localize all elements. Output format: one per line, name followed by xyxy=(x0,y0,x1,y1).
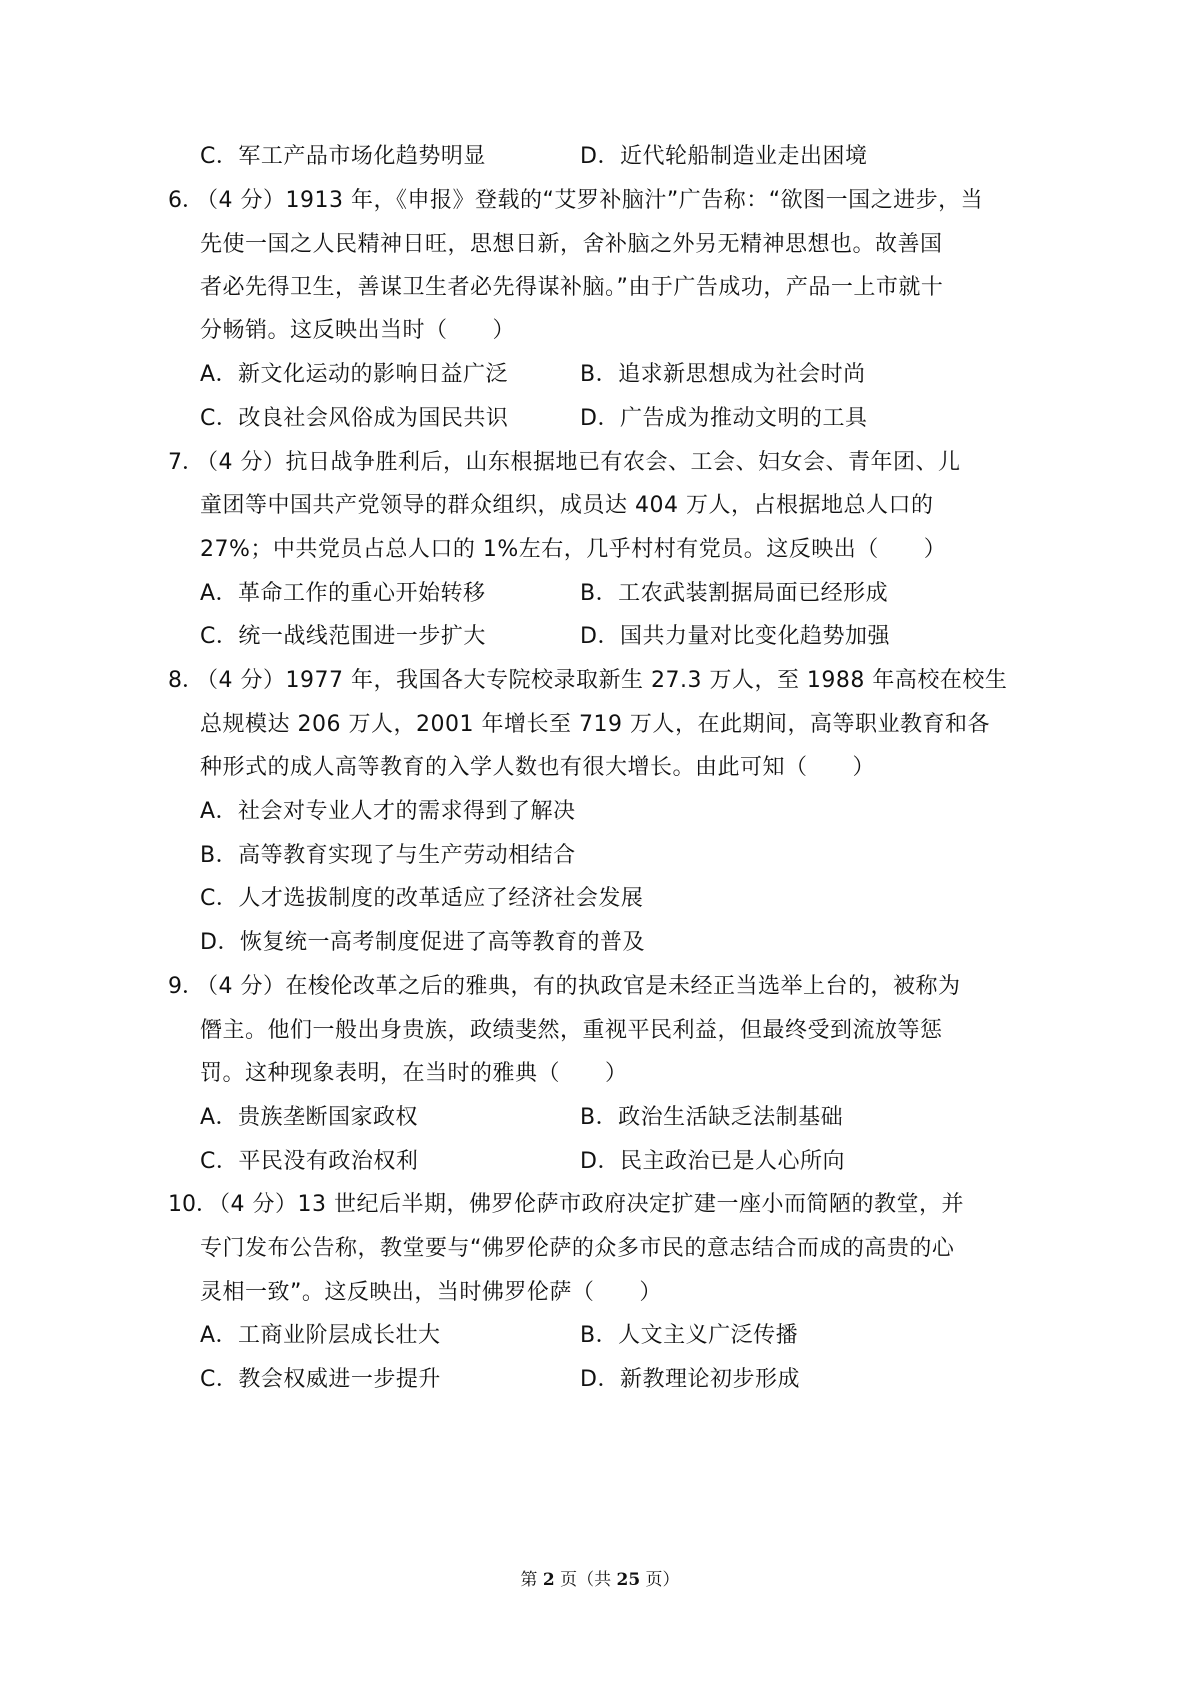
q8-stem-line-2: 总规模达 206 万人，2001 年增长至 719 万人，在此期间，高等职业教育和各 xyxy=(200,712,990,737)
q7-option-c: C．统一战线范围进一步扩大 xyxy=(200,624,486,649)
q8-option-d: D．恢复统一高考制度促进了高等教育的普及 xyxy=(200,930,645,955)
footer-page-number: 2 xyxy=(542,1570,555,1590)
q6-option-c: C．改良社会风俗成为国民共识 xyxy=(200,406,509,431)
q8-option-c: C．人才选拔制度的改革适应了经济社会发展 xyxy=(200,886,644,911)
q8-number: 8． xyxy=(168,668,204,693)
q8-option-a: A．社会对专业人才的需求得到了解决 xyxy=(200,799,576,824)
footer-prefix: 第 xyxy=(520,1570,543,1590)
q7-stem-line-1: （4 分）抗日战争胜利后，山东根据地已有农会、工会、妇女会、青年团、儿 xyxy=(196,450,961,475)
q6-stem-line-4: 分畅销。这反映出当时（ ） xyxy=(200,318,516,343)
q6-stem-line-1: （4 分）1913 年，《申报》登载的“艾罗补脑汁”广告称：“欲图一国之进步，当 xyxy=(196,188,984,213)
q9-option-c: C．平民没有政治权利 xyxy=(200,1149,419,1174)
q6-number: 6． xyxy=(168,188,204,213)
q6-stem-line-2: 先使一国之人民精神日旺，思想日新，舍补脑之外另无精神思想也。故善国 xyxy=(200,232,943,257)
q9-stem-line-2: 僭主。他们一般出身贵族，政绩斐然，重视平民利益，但最终受到流放等惩 xyxy=(200,1018,943,1043)
q5-option-d: D．近代轮船制造业走出困境 xyxy=(580,144,868,169)
q5-option-c: C．军工产品市场化趋势明显 xyxy=(200,144,486,169)
q8-stem-line-3: 种形式的成人高等教育的入学人数也有很大增长。由此可知（ ） xyxy=(200,755,876,780)
q9-option-b: B．政治生活缺乏法制基础 xyxy=(580,1105,844,1130)
q8-option-b: B．高等教育实现了与生产劳动相结合 xyxy=(200,843,576,868)
q7-stem-line-2: 童团等中国共产党领导的群众组织，成员达 404 万人，占根据地总人口的 xyxy=(200,493,934,518)
footer-suffix: 页） xyxy=(640,1570,680,1590)
q10-stem-line-2: 专门发布公告称，教堂要与“佛罗伦萨的众多市民的意志结合而成的高贵的心 xyxy=(200,1236,955,1261)
q7-stem-line-3: 27%；中共党员占总人口的 1%左右，几乎村村有党员。这反映出（ ） xyxy=(200,537,947,562)
q9-option-a: A．贵族垄断国家政权 xyxy=(200,1105,419,1130)
page-footer xyxy=(0,1568,1200,1592)
q10-stem-line-1: （4 分）13 世纪后半期，佛罗伦萨市政府决定扩建一座小而简陋的教堂，并 xyxy=(208,1192,964,1217)
q7-option-d: D．国共力量对比变化趋势加强 xyxy=(580,624,890,649)
q10-option-a: A．工商业阶层成长壮大 xyxy=(200,1323,441,1348)
q6-option-b: B．追求新思想成为社会时尚 xyxy=(580,362,866,387)
q6-option-d: D．广告成为推动文明的工具 xyxy=(580,406,868,431)
q10-option-b: B．人文主义广泛传播 xyxy=(580,1323,799,1348)
q10-option-d: D．新教理论初步形成 xyxy=(580,1367,800,1392)
footer-middle: 页（共 xyxy=(554,1570,617,1590)
q10-number: 10． xyxy=(168,1192,218,1217)
q6-option-a: A．新文化运动的影响日益广泛 xyxy=(200,362,509,387)
q7-number: 7． xyxy=(168,450,204,475)
q9-stem-line-3: 罚。这种现象表明，在当时的雅典（ ） xyxy=(200,1061,628,1086)
q9-number: 9． xyxy=(168,974,204,999)
q10-stem-line-3: 灵相一致”。这反映出，当时佛罗伦萨（ ） xyxy=(200,1280,662,1305)
q9-stem-line-1: （4 分）在梭伦改革之后的雅典，有的执政官是未经正当选举上台的，被称为 xyxy=(196,974,961,999)
q9-option-d: D．民主政治已是人心所向 xyxy=(580,1149,845,1174)
q7-option-b: B．工农武装割据局面已经形成 xyxy=(580,581,889,606)
q10-option-c: C．教会权威进一步提升 xyxy=(200,1367,441,1392)
q8-stem-line-1: （4 分）1977 年，我国各大专院校录取新生 27.3 万人，至 1988 年高校在校生 xyxy=(196,668,1008,693)
q7-option-a: A．革命工作的重心开始转移 xyxy=(200,581,486,606)
footer-total-pages: 25 xyxy=(616,1570,641,1590)
q6-stem-line-3: 者必先得卫生，善谋卫生者必先得谋补脑。”由于广告成功，产品一上市就十 xyxy=(200,275,944,300)
